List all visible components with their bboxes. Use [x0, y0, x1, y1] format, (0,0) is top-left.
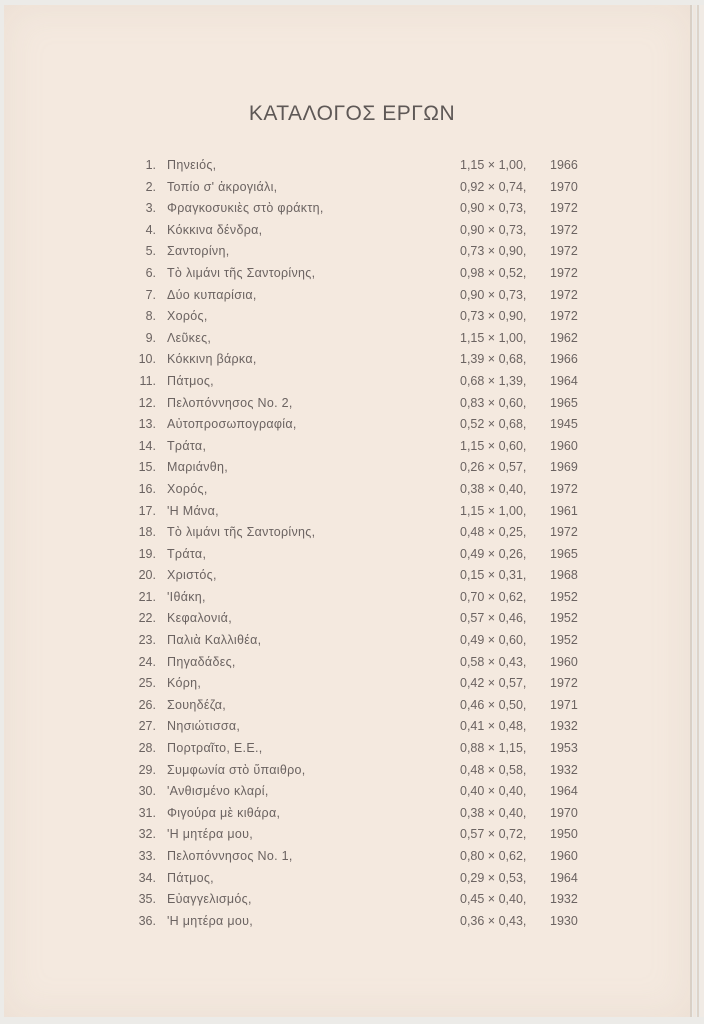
work-title: Κόκκινη βάρκα, [167, 352, 257, 367]
work-year: 1962 [550, 330, 578, 345]
work-number: 7. [145, 287, 156, 302]
work-year: 1972 [550, 244, 578, 259]
work-year: 1971 [550, 697, 578, 712]
work-entry [0, 868, 704, 890]
work-dimensions: 0,49 × 0,60, [460, 633, 527, 648]
work-title: Εὐαγγελισμός, [167, 892, 252, 907]
work-year: 1969 [550, 460, 578, 475]
work-dimensions: 0,29 × 0,53, [460, 870, 527, 885]
work-dimensions: 0,73 × 0,90, [460, 309, 527, 324]
work-entry [0, 501, 704, 523]
work-title: Κεφαλονιά, [167, 611, 232, 626]
work-number: 33. [138, 849, 156, 863]
work-number: 14. [138, 438, 156, 453]
work-dimensions: 0,98 × 0,52, [460, 265, 527, 280]
work-title: 'Η μητέρα μου, [167, 827, 254, 842]
work-dimensions: 0,38 × 0,40, [460, 805, 527, 820]
work-title: Χορός, [167, 309, 208, 324]
work-entry [0, 803, 704, 825]
work-dimensions: 0,42 × 0,57, [460, 676, 527, 691]
work-number: 28. [138, 741, 156, 756]
work-entry [0, 760, 704, 782]
work-number: 22. [138, 611, 156, 626]
work-dimensions: 1,15 × 1,00, [460, 503, 527, 518]
work-entry [0, 608, 704, 630]
work-number: 18. [138, 525, 156, 540]
work-year: 1961 [550, 503, 578, 518]
work-entry [0, 393, 704, 415]
work-entry [0, 220, 704, 242]
work-entry [0, 738, 704, 760]
work-year: 1964 [550, 870, 578, 885]
work-number: 1. [145, 158, 156, 172]
work-dimensions: 0,90 × 0,73, [460, 222, 527, 237]
work-year: 1952 [550, 611, 578, 626]
work-entry [0, 716, 704, 738]
work-number: 29. [138, 762, 156, 777]
work-title: Παλιὰ Καλλιθέα, [167, 633, 262, 648]
work-entry [0, 177, 704, 199]
work-dimensions: 0,58 × 0,43, [460, 654, 527, 669]
work-year: 1960 [550, 654, 578, 669]
work-year: 1965 [550, 395, 578, 410]
work-number: 5. [145, 244, 156, 259]
work-number: 11. [139, 373, 156, 388]
work-dimensions: 0,90 × 0,73, [460, 287, 527, 302]
work-year: 1932 [550, 762, 578, 777]
work-year: 1972 [550, 201, 578, 216]
work-number: 30. [138, 784, 156, 799]
work-year: 1950 [550, 827, 578, 842]
work-entry [0, 328, 704, 350]
work-entry [0, 198, 704, 220]
work-year: 1952 [550, 633, 578, 648]
work-year: 1972 [550, 309, 578, 324]
work-title: 'Ιθάκη, [167, 589, 206, 604]
work-year: 1972 [550, 287, 578, 302]
work-title: Τὸ λιμάνι τῆς Σαντορίνης, [167, 525, 316, 540]
work-year: 1966 [550, 352, 578, 367]
work-title: Πελοπόννησος Νο. 2, [167, 395, 293, 410]
work-title: Σαντορίνη, [167, 244, 230, 259]
work-dimensions: 0,83 × 0,60, [460, 395, 527, 410]
work-title: Συμφωνία στὸ ὕπαιθρο, [167, 762, 306, 777]
work-year: 1952 [550, 589, 578, 604]
work-number: 23. [138, 633, 156, 648]
work-entry [0, 673, 704, 695]
work-dimensions: 0,26 × 0,57, [460, 460, 527, 475]
work-entry [0, 522, 704, 544]
work-dimensions: 0,15 × 0,31, [460, 568, 527, 583]
work-number: 2. [145, 179, 156, 194]
work-year: 1970 [550, 805, 578, 820]
work-dimensions: 0,36 × 0,43, [460, 913, 527, 928]
work-title: 'Η μητέρα μου, [167, 913, 254, 928]
work-dimensions: 0,41 × 0,48, [460, 719, 527, 734]
work-entry [0, 436, 704, 458]
work-year: 1932 [550, 719, 578, 734]
work-number: 31. [138, 805, 156, 820]
work-dimensions: 0,90 × 0,73, [460, 201, 527, 216]
work-title: Πορτραῖτο, Ε.Ε., [167, 741, 263, 756]
work-entry [0, 652, 704, 674]
work-title: Χριστός, [167, 568, 217, 583]
work-title: Πηνειός, [167, 158, 217, 172]
work-entry [0, 911, 704, 933]
work-dimensions: 0,52 × 0,68, [460, 417, 527, 432]
work-dimensions: 0,88 × 1,15, [460, 741, 527, 756]
work-dimensions: 0,57 × 0,46, [460, 611, 527, 626]
work-year: 1960 [550, 438, 578, 453]
work-entry [0, 824, 704, 846]
work-number: 13. [138, 417, 156, 432]
work-year: 1972 [550, 222, 578, 237]
work-dimensions: 0,70 × 0,62, [460, 589, 527, 604]
work-dimensions: 0,68 × 1,39, [460, 373, 527, 388]
work-number: 26. [138, 697, 156, 712]
work-entry [0, 781, 704, 803]
work-title: Πάτμος, [167, 870, 214, 885]
work-entry [0, 457, 704, 479]
work-number: 20. [138, 568, 156, 583]
work-entry [0, 587, 704, 609]
work-entry [0, 695, 704, 717]
work-entry [0, 565, 704, 587]
work-title: Φραγκοσυκιὲς στὸ φράκτη, [167, 201, 324, 216]
work-title: Δύο κυπαρίσια, [167, 287, 257, 302]
work-entry [0, 285, 704, 307]
work-dimensions: 0,46 × 0,50, [460, 697, 527, 712]
work-title: 'Η Μάνα, [167, 503, 219, 518]
work-number: 3. [145, 201, 156, 216]
work-entry [0, 630, 704, 652]
work-year: 1972 [550, 525, 578, 540]
work-year: 1964 [550, 373, 578, 388]
work-entry [0, 414, 704, 436]
work-year: 1968 [550, 568, 578, 583]
work-entry [0, 241, 704, 263]
work-title: Τὸ λιμάνι τῆς Σαντορίνης, [167, 265, 316, 280]
work-dimensions: 0,45 × 0,40, [460, 892, 527, 907]
page-title: ΚΑΤΑΛΟΓΟΣ ΕΡΓΩΝ [248, 102, 456, 126]
work-number: 10. [138, 352, 156, 367]
work-year: 1964 [550, 784, 578, 799]
work-entry [0, 306, 704, 328]
work-title: Χορός, [167, 481, 208, 496]
work-year: 1945 [550, 417, 578, 432]
work-title: Πάτμος, [167, 373, 214, 388]
work-title: Σουηδέζα, [167, 697, 227, 712]
work-title: Τράτα, [167, 546, 207, 561]
work-title: Φιγούρα μὲ κιθάρα, [167, 805, 281, 820]
work-year: 1972 [550, 676, 578, 691]
work-year: 1953 [550, 741, 578, 756]
work-entry [0, 155, 704, 177]
work-title: Μαριάνθη, [167, 460, 229, 475]
work-dimensions: 0,40 × 0,40, [460, 784, 527, 799]
work-entry [0, 263, 704, 285]
work-dimensions: 1,15 × 0,60, [460, 438, 527, 453]
work-dimensions: 1,15 × 1,00, [460, 158, 527, 172]
work-dimensions: 1,39 × 0,68, [460, 352, 527, 367]
work-entry [0, 889, 704, 911]
work-number: 27. [138, 719, 156, 734]
work-title: Αὐτοπροσωπογραφία, [167, 417, 297, 432]
work-number: 19. [138, 546, 156, 561]
work-title: Τοπίο σ' ἀκρογιάλι, [167, 179, 278, 194]
work-title: Πηγαδάδες, [167, 654, 236, 669]
work-title: Κόκκινα δένδρα, [167, 222, 263, 237]
work-year: 1970 [550, 179, 578, 194]
work-number: 6. [145, 265, 156, 280]
work-dimensions: 0,92 × 0,74, [460, 179, 527, 194]
work-title: 'Ανθισμένο κλαρί, [167, 784, 269, 799]
work-title: Τράτα, [167, 438, 207, 453]
work-number: 34. [138, 870, 156, 885]
work-number: 17. [138, 503, 156, 518]
work-entry [0, 349, 704, 371]
work-number: 9. [145, 330, 156, 345]
work-number: 35. [138, 892, 156, 907]
work-number: 8. [145, 309, 156, 324]
work-entry [0, 371, 704, 393]
work-title: Νησιώτισσα, [167, 719, 241, 734]
work-year: 1972 [550, 265, 578, 280]
work-title: Λεῦκες, [167, 330, 212, 345]
work-dimensions: 0,48 × 0,58, [460, 762, 527, 777]
work-year: 1965 [550, 546, 578, 561]
work-number: 16. [138, 481, 156, 496]
work-title: Κόρη, [167, 676, 202, 691]
work-year: 1932 [550, 892, 578, 907]
work-number: 21. [138, 589, 156, 604]
work-dimensions: 0,38 × 0,40, [460, 481, 527, 496]
work-dimensions: 0,73 × 0,90, [460, 244, 527, 259]
work-dimensions: 1,15 × 1,00, [460, 330, 527, 345]
work-number: 25. [138, 676, 156, 691]
work-dimensions: 0,49 × 0,26, [460, 546, 527, 561]
work-number: 15. [138, 460, 156, 475]
work-number: 24. [138, 654, 156, 669]
work-title: Πελοπόννησος Νο. 1, [167, 849, 293, 863]
works-list [0, 155, 704, 932]
work-number: 32. [138, 827, 156, 842]
work-dimensions: 0,48 × 0,25, [460, 525, 527, 540]
work-number: 12. [138, 395, 156, 410]
work-year: 1960 [550, 849, 578, 863]
work-number: 4. [145, 222, 156, 237]
work-entry [0, 479, 704, 501]
work-year: 1966 [550, 158, 578, 172]
work-dimensions: 0,80 × 0,62, [460, 849, 527, 863]
work-number: 36. [138, 913, 156, 928]
work-entry [0, 846, 704, 868]
work-year: 1972 [550, 481, 578, 496]
work-dimensions: 0,57 × 0,72, [460, 827, 527, 842]
work-entry [0, 544, 704, 566]
work-year: 1930 [550, 913, 578, 928]
